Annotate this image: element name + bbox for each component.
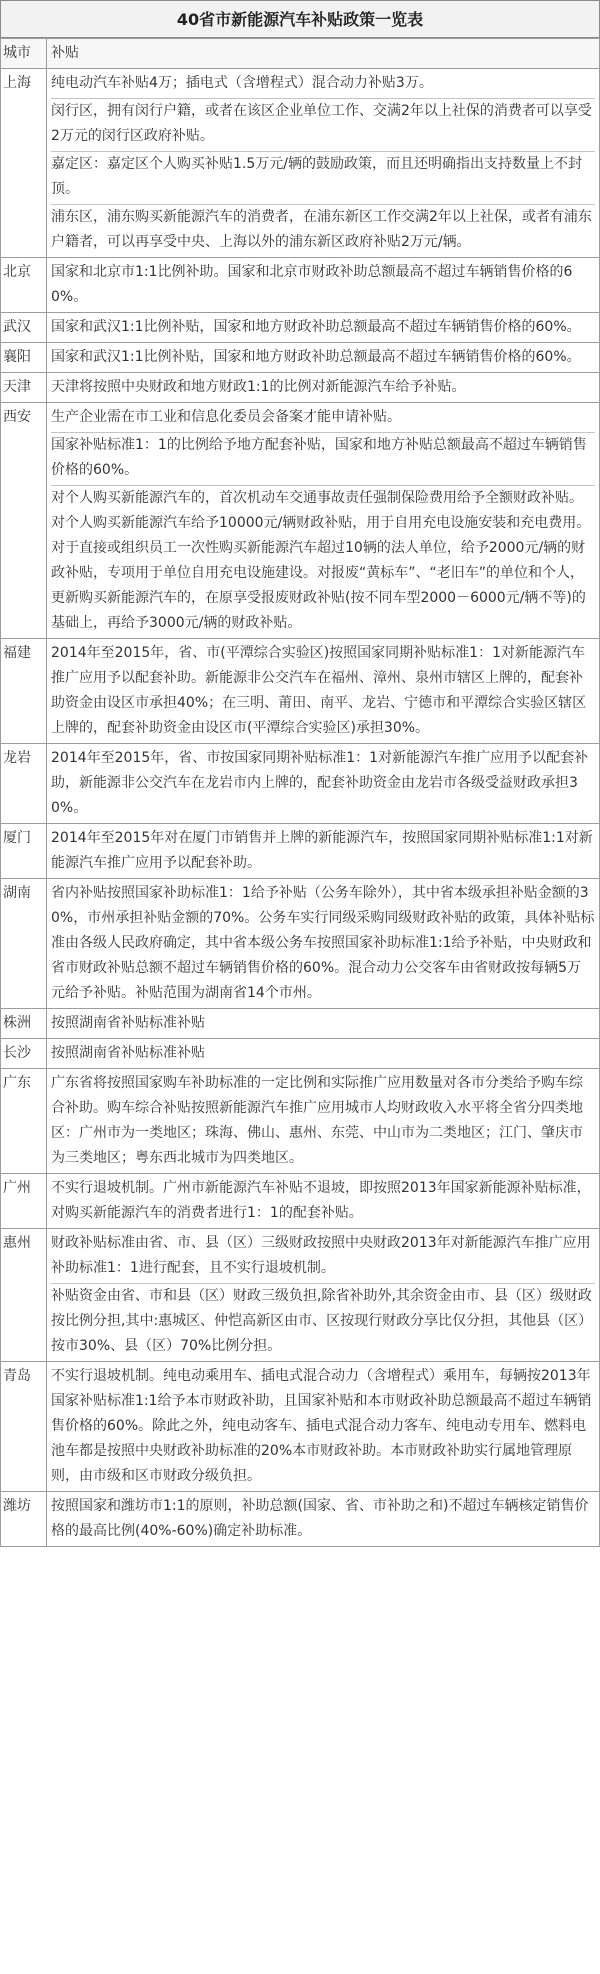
- subsidy-cell: [47, 1069, 600, 1174]
- subsidy-paragraph: 闵行区，拥有闵行户籍，或者在该区企业单位工作、交满2年以上社保的消费者可以享受2万元的闵行区政府补贴。: [51, 99, 595, 152]
- subsidy-paragraph: 国家和武汉1:1比例补贴，国家和地方财政补助总额最高不超过车辆销售价格的60%。: [51, 349, 581, 365]
- subsidy-cell: [47, 373, 600, 403]
- table-body: [1, 39, 600, 1547]
- subsidy-cell: [47, 1229, 600, 1362]
- subsidy-paragraph: 生产企业需在市工业和信息化委员会备案才能申请补贴。: [51, 405, 595, 433]
- table-row: [1, 69, 600, 258]
- subsidy-paragraph: 按照国家和潍坊市1:1的原则，补助总额(国家、省、市补助之和)不超过车辆核定销售价格的最高比例(40%-60%)确定补助标准。: [51, 1498, 589, 1539]
- table-row: [1, 1009, 600, 1039]
- city-cell: 长沙: [1, 1039, 47, 1069]
- table-row: [1, 313, 600, 343]
- city-cell: 襄阳: [1, 343, 47, 373]
- subsidy-cell: [47, 744, 600, 824]
- table-row: [1, 403, 600, 639]
- subsidy-cell: [47, 1009, 600, 1039]
- table-row: [1, 343, 600, 373]
- subsidy-cell: [47, 639, 600, 744]
- table-row: [1, 879, 600, 1009]
- table-row: [1, 1069, 600, 1174]
- city-cell: 天津: [1, 373, 47, 403]
- subsidy-paragraph: 按照湖南省补贴标准补贴: [51, 1045, 205, 1061]
- subsidy-paragraph: 补贴资金由省、市和县（区）财政三级负担,除省补助外,其余资金由市、县（区）级财政按比例分担,其中:惠城区、仲恺高新区由市、区按现行财政分享比仅分担，其他县（区）按市30%、县（区）70%比例分担。: [51, 1288, 593, 1354]
- city-cell: 龙岩: [1, 744, 47, 824]
- subsidy-paragraph: 国家补贴标准1：1的比例给予地方配套补贴，国家和地方补贴总额最高不超过车辆销售价格的60%。: [51, 433, 595, 486]
- table-row: [1, 1362, 600, 1492]
- city-cell: 潍坊: [1, 1492, 47, 1547]
- table-row: [1, 1492, 600, 1547]
- subsidy-cell: [47, 69, 600, 258]
- subsidy-paragraph: 广东省将按照国家购车补助标准的一定比例和实际推广应用数量对各市分类给予购车综合补助。购车综合补贴按照新能源汽车推广应用城市人均财政收入水平将全省分四类地区：广州市为一类地区；珠海、佛山、惠州、东莞、中山市为二类地区；江门、肇庆市为三类地区；粤东西北城市为四类地区。: [51, 1075, 583, 1166]
- subsidy-paragraph: 国家和北京市1:1比例补助。国家和北京市财政补助总额最高不超过车辆销售价格的60%。: [51, 264, 573, 305]
- subsidy-paragraph: 浦东区，浦东购买新能源汽车的消费者，在浦东新区工作交满2年以上社保，或者有浦东户籍者，可以再享受中央、上海以外的浦东新区政府补贴2万元/辆。: [51, 209, 592, 250]
- subsidy-cell: [47, 824, 600, 879]
- subsidy-paragraph: 天津将按照中央财政和地方财政1:1的比例对新能源汽车给予补贴。: [51, 379, 466, 395]
- city-cell: 武汉: [1, 313, 47, 343]
- subsidy-cell: [47, 879, 600, 1009]
- city-cell: 惠州: [1, 1229, 47, 1362]
- subsidy-paragraph: 2014年至2015年，省、市(平潭综合实验区)按照国家同期补贴标准1：1对新能源汽车推广应用予以配套补助。新能源非公交汽车在福州、漳州、泉州市辖区上牌的，配套补助资金由设区市承担40%；在三明、莆田、南平、龙岩、宁德市和平潭综合实验区辖区上牌的，配套补助资金由设区市(平潭综合实验区)承担30%。: [51, 645, 587, 736]
- table-row: [1, 373, 600, 403]
- subsidy-paragraph: 纯电动汽车补贴4万；插电式（含增程式）混合动力补贴3万。: [51, 71, 595, 99]
- subsidy-paragraph: 国家和武汉1:1比例补贴，国家和地方财政补助总额最高不超过车辆销售价格的60%。: [51, 319, 581, 335]
- subsidy-paragraph: 不实行退坡机制。广州市新能源汽车补贴不退坡，即按照2013年国家新能源补贴标准，对购买新能源汽车的消费者进行1：1的配套补贴。: [51, 1180, 591, 1221]
- table-row: [1, 1229, 600, 1362]
- subsidy-cell: [47, 403, 600, 639]
- subsidy-paragraph: 按照湖南省补贴标准补贴: [51, 1015, 205, 1031]
- city-cell: 青岛: [1, 1362, 47, 1492]
- subsidy-paragraph: 省内补贴按照国家补助标准1：1给予补贴（公务车除外），其中省本级承担补贴金额的30%，市州承担补贴金额的70%。公务车实行同级采购同级财政补贴的政策，具体补贴标准由各级人民政府确定，其中省本级公务车按照国家补助标准1:1给予补贴，中央财政和省市财政补贴总额不超过车辆销售价格的60%。混合动力公交客车由省财政按每辆5万元给予补贴。补贴范围为湖南省14个市州。: [51, 885, 595, 1001]
- subsidy-paragraph: 2014年至2015年，省、市按国家同期补贴标准1：1对新能源汽车推广应用予以配套补助，新能源非公交汽车在龙岩市内上牌的，配套补助资金由龙岩市各级受益财政承担30%。: [51, 750, 589, 816]
- subsidy-cell: [47, 1174, 600, 1229]
- city-cell: 厦门: [1, 824, 47, 879]
- subsidy-paragraph: 嘉定区：嘉定区个人购买补贴1.5万元/辆的鼓励政策，而且还明确指出支持数量上不封顶。: [51, 152, 595, 205]
- subsidy-cell: [47, 313, 600, 343]
- subsidy-cell: [47, 1039, 600, 1069]
- header-subsidy: 补贴: [47, 39, 600, 69]
- city-cell: 上海: [1, 69, 47, 258]
- city-cell: 广东: [1, 1069, 47, 1174]
- city-cell: 广州: [1, 1174, 47, 1229]
- subsidy-paragraph: 不实行退坡机制。纯电动乘用车、插电式混合动力（含增程式）乘用车，每辆按2013年国家补贴标准1:1给予本市财政补助，且国家补贴和本市财政补助总额最高不超过车辆销售价格的60%。除此之外，纯电动客车、插电式混合动力客车、纯电动专用车、燃料电池车都是按照中央财政补助标准的20%本市财政补助。本市财政补助实行属地管理原则，由市级和区市财政分级负担。: [51, 1368, 592, 1484]
- table-row: [1, 1174, 600, 1229]
- city-cell: 北京: [1, 258, 47, 313]
- city-cell: 湖南: [1, 879, 47, 1009]
- subsidy-cell: [47, 1362, 600, 1492]
- table-row: [1, 1039, 600, 1069]
- subsidy-paragraph: 对个人购买新能源汽车的，首次机动车交通事故责任强制保险费用给予全额财政补贴。对个人购买新能源汽车给予10000元/辆财政补贴，用于自用充电设施安装和充电费用。对于直接或组织员工一次性购买新能源汽车超过10辆的法人单位，给予2000元/辆的财政补贴，专项用于单位自用充电设施建设。对报废“黄标车”、“老旧车”的单位和个人，更新购买新能源汽车的，在原享受报废财政补贴(按不同车型2000－6000元/辆不等)的基础上，再给予3000元/辆的财政补贴。: [51, 490, 591, 631]
- table-row: [1, 824, 600, 879]
- subsidy-cell: [47, 343, 600, 373]
- table-title: 40省市新能源汽车补贴政策一览表: [0, 0, 600, 38]
- header-city: 城市: [1, 39, 47, 69]
- subsidy-policy-table: [0, 38, 600, 1547]
- city-cell: 福建: [1, 639, 47, 744]
- city-cell: 株洲: [1, 1009, 47, 1039]
- city-cell: 西安: [1, 403, 47, 639]
- table-row: [1, 744, 600, 824]
- subsidy-cell: [47, 1492, 600, 1547]
- table-header-row: [1, 39, 600, 69]
- subsidy-cell: [47, 258, 600, 313]
- table-row: [1, 258, 600, 313]
- subsidy-paragraph: 2014年至2015年对在厦门市销售并上牌的新能源汽车，按照国家同期补贴标准1:1对新能源汽车推广应用予以配套补助。: [51, 830, 593, 871]
- subsidy-paragraph: 财政补贴标准由省、市、县（区）三级财政按照中央财政2013年对新能源汽车推广应用补助标准1：1进行配套，且不实行退坡机制。: [51, 1231, 595, 1284]
- table-row: [1, 639, 600, 744]
